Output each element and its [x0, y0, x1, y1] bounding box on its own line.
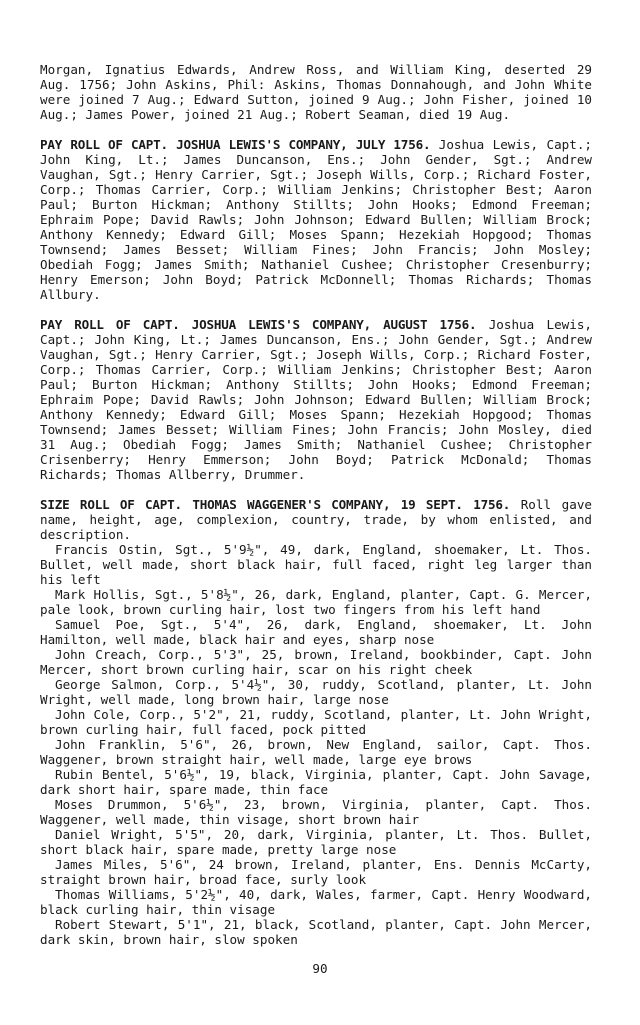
page-number: 90 — [312, 961, 328, 976]
document-page — [40, 62, 592, 947]
size-roll-entry: Moses Drummon, 5'6½", 23, brown, Virginia, planter, Capt. Thos. Waggener, well made, thin visage, short brown hair — [40, 797, 592, 827]
size-roll-entry: John Franklin, 5'6", 26, brown, New England, sailor, Capt. Thos. Waggener, brown straight hair, well made, large eye brows — [40, 737, 592, 767]
size-roll-entry: Rubin Bentel, 5'6½", 19, black, Virginia, planter, Capt. John Savage, dark short hair, spare made, thin face — [40, 767, 592, 797]
size-roll-entry: John Cole, Corp., 5'2", 21, ruddy, Scotland, planter, Lt. John Wright, brown curling hair, full faced, pock pitted — [40, 707, 592, 737]
size-roll-paragraph — [40, 497, 592, 542]
size-roll-entry: George Salmon, Corp., 5'4½", 30, ruddy, Scotland, planter, Lt. John Wright, well made, long brown hair, large nose — [40, 677, 592, 707]
size-roll-entry: Samuel Poe, Sgt., 5'4", 26, dark, England, shoemaker, Lt. John Hamilton, well made, black hair and eyes, sharp nose — [40, 617, 592, 647]
august-roll-paragraph — [40, 317, 592, 482]
july-roll-text: Joshua Lewis, Capt.; John King, Lt.; James Duncanson, Ens.; John Gender, Sgt.; Andrew Vaughan, Sgt.; Henry Carrier, Sgt.; Joseph Wills, Corp.; Richard Foster, Corp.; Thomas Carrier, Corp.; William Jenkins; Christopher Best; Aaron Paul; Burton Hickman; Anthony Stillts; John Hooks; Edmond Freeman; Ephraim Pope; David Rawls; John Johnson; Edward Bullen; William Brock; Anthony Kennedy; Edward Gill; Moses Spann; Hezekiah Hopgood; Thomas Townsend; James Besset; William Fines; John Francis; John Mosley; Obediah Fogg; James Smith; Nathaniel Cushee; Christopher Cresenburry; Henry Emerson; John Boyd; Patrick McDonnell; Thomas Richards; Thomas Allbury. — [40, 137, 592, 302]
size-roll-entries — [40, 542, 592, 947]
size-roll-heading: SIZE ROLL OF CAPT. THOMAS WAGGENER'S COMPANY, 19 SEPT. 1756. — [40, 497, 511, 512]
size-roll-entry: Francis Ostin, Sgt., 5'9½", 49, dark, England, shoemaker, Lt. Thos. Bullet, well made, short black hair, full faced, right leg larger than his left — [40, 542, 592, 587]
august-roll-heading: PAY ROLL OF CAPT. JOSHUA LEWIS'S COMPANY, AUGUST 1756. — [40, 317, 477, 332]
size-roll-entry: Daniel Wright, 5'5", 20, dark, Virginia, planter, Lt. Thos. Bullet, short black hair, spare made, pretty large nose — [40, 827, 592, 857]
size-roll-text: Roll gave name, height, age, complexion, country, trade, by whom enlisted, and description. — [40, 497, 592, 542]
july-roll-paragraph — [40, 137, 592, 302]
continuation-paragraph: Morgan, Ignatius Edwards, Andrew Ross, and William King, deserted 29 Aug. 1756; John Askins, Phil: Askins, Thomas Donnahough, and John White were joined 7 Aug.; Edward Sutton, joined 9 Aug.; John Fisher, joined 10 Aug.; James Power, joined 21 Aug.; Robert Seaman, died 19 Aug. — [40, 62, 592, 122]
size-roll-entry: James Miles, 5'6", 24 brown, Ireland, planter, Ens. Dennis McCarty, straight brown hair, broad face, surly look — [40, 857, 592, 887]
size-roll-entry: Thomas Williams, 5'2½", 40, dark, Wales, farmer, Capt. Henry Woodward, black curling hair, thin visage — [40, 887, 592, 917]
august-roll-text: Joshua Lewis, Capt.; John King, Lt.; James Duncanson, Ens.; John Gender, Sgt.; Andrew Vaughan, Sgt.; Henry Carrier, Sgt.; Joseph Wills, Corp.; Richard Foster, Corp.; Thomas Carrier, Corp.; William Jenkins; Christopher Best; Aaron Paul; Burton Hickman; Anthony Stillts; John Hooks; Edmond Freeman; Ephraim Pope; David Rawls; John Johnson; Edward Bullen; William Brock; Anthony Kennedy; Edward Gill; Moses Spann; Hezekiah Hopgood; Thomas Townsend; James Besset; William Fines; John Francis; John Mosley, died 31 Aug.; Obediah Fogg; James Smith; Nathaniel Cushee; Christopher Crisenberry; Henry Emmerson; John Boyd; Patrick McDonald; Thomas Richards; Thomas Allberry, Drummer. — [40, 317, 592, 482]
size-roll-entry: Robert Stewart, 5'1", 21, black, Scotland, planter, Capt. John Mercer, dark skin, brown hair, slow spoken — [40, 917, 592, 947]
size-roll-entry: John Creach, Corp., 5'3", 25, brown, Ireland, bookbinder, Capt. John Mercer, short brown curling hair, scar on his right cheek — [40, 647, 592, 677]
size-roll-entry: Mark Hollis, Sgt., 5'8½", 26, dark, England, planter, Capt. G. Mercer, pale look, brown curling hair, lost two fingers from his left hand — [40, 587, 592, 617]
july-roll-heading: PAY ROLL OF CAPT. JOSHUA LEWIS'S COMPANY, JULY 1756. — [40, 137, 431, 152]
